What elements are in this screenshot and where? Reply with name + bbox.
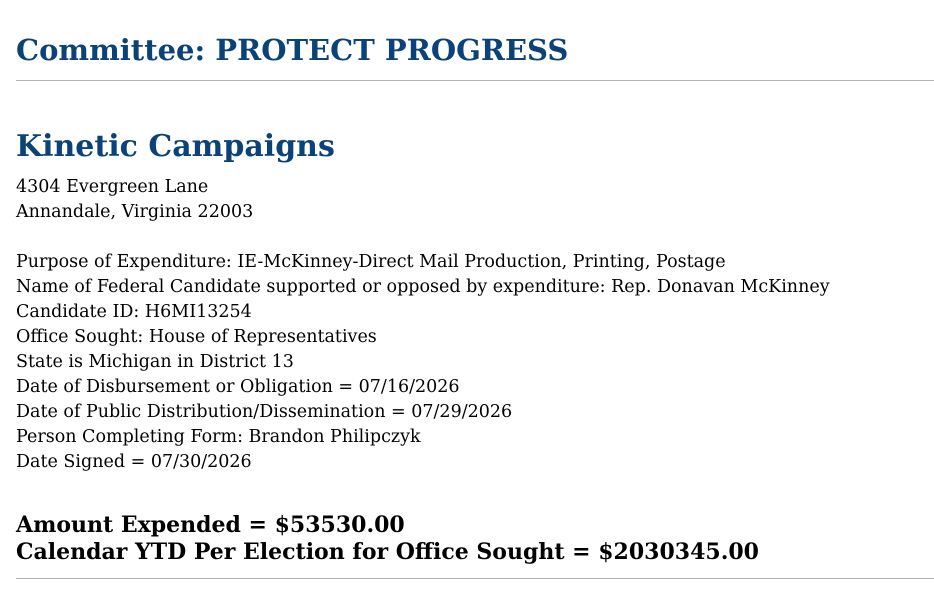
office-sought: Office Sought: House of Representatives bbox=[16, 327, 377, 347]
purpose-of-expenditure: Purpose of Expenditure: IE-McKinney-Direct Mail Production, Printing, Postage bbox=[16, 252, 726, 272]
top-divider bbox=[16, 80, 934, 81]
person-completing-form: Person Completing Form: Brandon Philipczyk bbox=[16, 427, 421, 447]
expenditure-totals bbox=[16, 512, 759, 566]
payee-name: Kinetic Campaigns bbox=[16, 129, 335, 164]
date-signed: Date Signed = 07/30/2026 bbox=[16, 452, 252, 472]
amount-expended: Amount Expended = $53530.00 bbox=[16, 512, 405, 538]
address-line-2: Annandale, Virginia 22003 bbox=[16, 202, 254, 222]
bottom-divider bbox=[16, 578, 934, 579]
candidate-name: Name of Federal Candidate supported or opposed by expenditure: Rep. Donavan McKinney bbox=[16, 277, 830, 297]
distribution-date: Date of Public Distribution/Dissemination = 07/29/2026 bbox=[16, 402, 513, 422]
disbursement-date: Date of Disbursement or Obligation = 07/16/2026 bbox=[16, 377, 460, 397]
calendar-ytd-total: Calendar YTD Per Election for Office Sought = $2030345.00 bbox=[16, 539, 759, 565]
committee-title: Committee: PROTECT PROGRESS bbox=[16, 33, 569, 67]
address-line-1: 4304 Evergreen Lane bbox=[16, 177, 209, 197]
state-district: State is Michigan in District 13 bbox=[16, 352, 294, 372]
expenditure-details bbox=[16, 250, 830, 475]
payee-address bbox=[16, 175, 253, 225]
candidate-id: Candidate ID: H6MI13254 bbox=[16, 302, 252, 322]
